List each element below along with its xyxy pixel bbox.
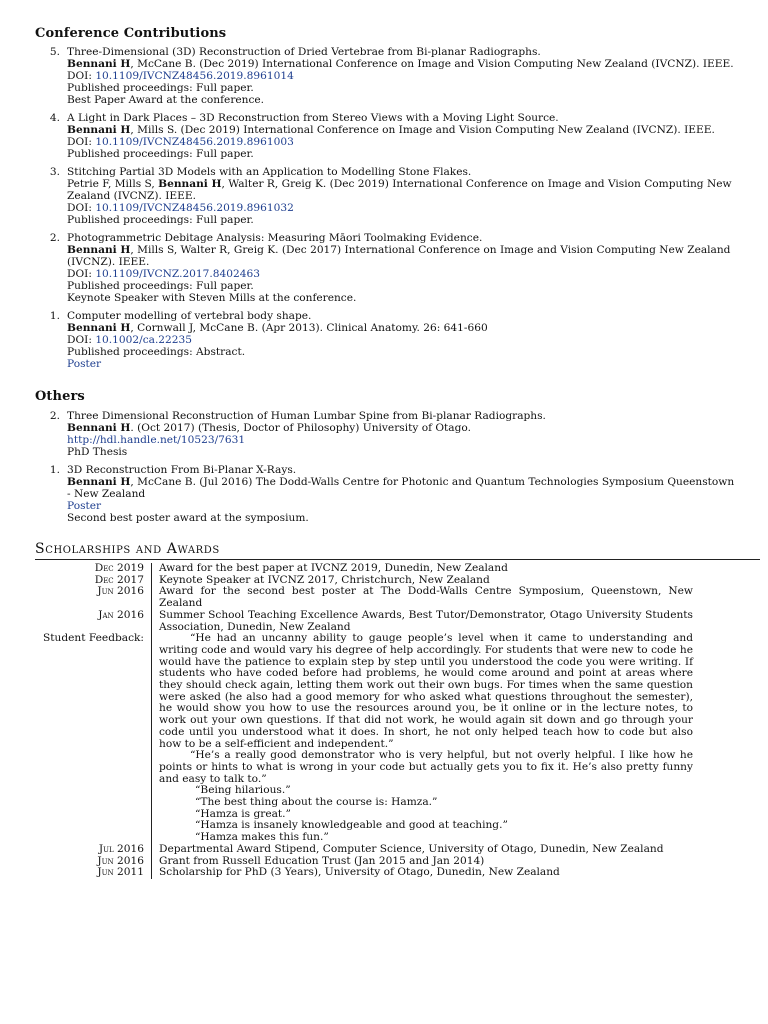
item-title: Three Dimensional Reconstruction of Human Lumbar Spine from Bi-planar Radiographs. xyxy=(67,410,546,422)
author-name: Bennani H xyxy=(67,322,131,334)
doi-link[interactable]: 10.1109/IVCNZ48456.2019.8961003 xyxy=(95,136,294,148)
item-title: Photogrammetric Debitage Analysis: Measuring Māori Toolmaking Evidence. xyxy=(67,232,483,244)
list-item xyxy=(40,166,740,226)
item-note: Published proceedings: Full paper. xyxy=(67,280,254,292)
item-venue: , McCane B. (Dec 2019) International Conference on Image and Vision Computing New Zealand (IVCNZ). IEEE. xyxy=(130,58,734,70)
others-list xyxy=(40,410,740,530)
author-name: Bennani H xyxy=(67,58,131,70)
award-row xyxy=(35,610,693,633)
item-number: 1. xyxy=(49,310,60,322)
feedback-paragraph: “He’s a really good demonstrator who is very helpful, but not overly helpful. I like how he points or hints to what is wrong in your code but actually gets you to fix it. He’s also pretty funny and easy to talk to.” xyxy=(159,749,693,785)
list-item xyxy=(40,232,740,304)
item-venue: . (Oct 2017) (Thesis, Doctor of Philosophy) University of Otago. xyxy=(130,422,471,434)
author-name: Bennani H xyxy=(67,124,131,136)
conference-contributions-heading: Conference Contributions xyxy=(35,26,227,41)
scholarships-heading: Scholarships and Awards xyxy=(35,541,220,557)
thesis-url-link[interactable]: http://hdl.handle.net/10523/7631 xyxy=(67,434,246,446)
doi-link[interactable]: 10.1109/IVCNZ48456.2019.8961014 xyxy=(95,70,294,82)
award-row xyxy=(35,563,693,575)
author-name: Bennani H xyxy=(67,476,131,488)
award-date: Jul 2016 xyxy=(98,842,144,855)
list-item xyxy=(40,464,740,524)
award-text: Departmental Award Stipend, Computer Science, University of Otago, Dunedin, New Zealand xyxy=(151,844,693,856)
author-name: Bennani H xyxy=(67,244,131,256)
item-title: Computer modelling of vertebral body shape. xyxy=(67,310,312,322)
item-doi-line xyxy=(67,202,740,214)
student-feedback-body xyxy=(151,633,693,844)
item-authors xyxy=(67,322,740,334)
award-date: Dec 2019 xyxy=(94,562,144,574)
item-note: Published proceedings: Full paper. xyxy=(67,214,254,226)
item-note: Keynote Speaker with Steven Mills at the conference. xyxy=(67,292,357,304)
author-name: Bennani H xyxy=(67,422,131,434)
list-item xyxy=(40,46,740,106)
feedback-quote: “Hamza makes this fun.” xyxy=(195,831,329,844)
list-item xyxy=(40,112,740,160)
award-date: Jun 2016 xyxy=(97,854,144,867)
item-note: PhD Thesis xyxy=(67,446,128,458)
item-venue: , Mills S, Walter R, Greig K. (Dec 2017) International Conference on Image and Vision Computing New Zealand (IVCNZ). IEEE. xyxy=(67,244,731,268)
list-item xyxy=(40,310,740,370)
item-note: Second best poster award at the symposium. xyxy=(67,512,309,524)
award-text: Award for the best paper at IVCNZ 2019, Dunedin, New Zealand xyxy=(151,563,693,575)
feedback-quote: “Hamza is insanely knowledgeable and good at teaching.” xyxy=(195,819,508,832)
item-number: 2. xyxy=(49,410,60,422)
item-authors xyxy=(67,58,740,70)
item-number: 3. xyxy=(49,166,60,178)
award-row xyxy=(35,586,693,609)
list-item xyxy=(40,410,740,458)
item-venue: , McCane B. (Jul 2016) The Dodd-Walls Centre for Photonic and Quantum Technologies Symposium Queenstown - New Zealand xyxy=(67,476,735,500)
item-note: Published proceedings: Abstract. xyxy=(67,346,246,358)
item-venue: , Mills S. (Dec 2019) International Conference on Image and Vision Computing New Zealand (IVCNZ). IEEE. xyxy=(130,124,715,136)
item-note: Best Paper Award at the conference. xyxy=(67,94,265,106)
item-doi-line xyxy=(67,268,740,280)
award-text: Summer School Teaching Excellence Awards, Best Tutor/Demonstrator, Otago University Students Association, Dunedin, New Zealand xyxy=(151,610,693,633)
doi-label: DOI: xyxy=(67,268,96,280)
item-doi-line xyxy=(67,334,740,346)
others-heading: Others xyxy=(35,389,85,404)
award-date: Jun 2011 xyxy=(97,866,144,879)
item-title: Three-Dimensional (3D) Reconstruction of Dried Vertebrae from Bi-planar Radiographs. xyxy=(67,46,541,58)
item-number: 5. xyxy=(49,46,60,58)
item-note: Published proceedings: Full paper. xyxy=(67,148,254,160)
doi-label: DOI: xyxy=(67,334,96,346)
item-authors xyxy=(67,476,740,500)
item-number: 1. xyxy=(49,464,60,476)
doi-link[interactable]: 10.1109/IVCNZ48456.2019.8961032 xyxy=(95,202,294,214)
poster-link[interactable]: Poster xyxy=(67,500,102,512)
item-venue: , Cornwall J, McCane B. (Apr 2013). Clinical Anatomy. 26: 641-660 xyxy=(130,322,488,334)
item-authors xyxy=(67,178,740,202)
author-name: Bennani H xyxy=(158,178,222,190)
item-number: 4. xyxy=(49,112,60,124)
doi-label: DOI: xyxy=(67,136,96,148)
poster-link[interactable]: Poster xyxy=(67,358,102,370)
item-authors xyxy=(67,244,740,268)
doi-label: DOI: xyxy=(67,202,96,214)
conference-list xyxy=(40,46,740,376)
feedback-quote: “Being hilarious.” xyxy=(195,784,291,797)
item-authors xyxy=(67,124,740,136)
student-feedback-label: Student Feedback: xyxy=(43,632,144,645)
item-note: Published proceedings: Full paper. xyxy=(67,82,254,94)
item-title: Stitching Partial 3D Models with an Application to Modelling Stone Flakes. xyxy=(67,166,472,178)
feedback-quote: “Hamza is great.” xyxy=(195,807,291,820)
item-authors xyxy=(67,422,740,434)
award-date: Jan 2016 xyxy=(98,608,144,621)
coauthors: Petrie F, Mills S, xyxy=(67,178,159,190)
doi-label: DOI: xyxy=(67,70,96,82)
item-title: 3D Reconstruction From Bi-Planar X-Rays. xyxy=(67,464,297,476)
awards-table xyxy=(35,563,693,879)
award-text: Keynote Speaker at IVCNZ 2017, Christchurch, New Zealand xyxy=(151,575,693,587)
student-feedback-row xyxy=(35,633,693,844)
item-doi-line xyxy=(67,136,740,148)
feedback-quote: “The best thing about the course is: Hamza.” xyxy=(195,796,438,809)
doi-link[interactable]: 10.1109/IVCNZ.2017.8402463 xyxy=(95,268,260,280)
item-number: 2. xyxy=(49,232,60,244)
item-doi-line xyxy=(67,70,740,82)
item-venue: , Walter R, Greig K. (Dec 2019) International Conference on Image and Vision Computing New Zealand (IVCNZ). IEEE. xyxy=(67,178,732,202)
section-divider xyxy=(35,559,760,560)
award-row xyxy=(35,844,693,856)
award-date: Jun 2016 xyxy=(97,585,144,598)
award-row xyxy=(35,867,693,879)
award-text: Scholarship for PhD (3 Years), University of Otago, Dunedin, New Zealand xyxy=(151,867,693,879)
doi-link[interactable]: 10.1002/ca.22235 xyxy=(95,334,193,346)
feedback-paragraph: “He had an uncanny ability to gauge people’s level when it came to understanding and writing code and would vary his degree of help accordingly. For students that were new to code he would have the patience to explain step by step until you understood the code you were writing. If students who have coded before had problems, he would come around and point at areas where they should check again, letting them work out their own bugs. For times when the same question were asked (he also had a good memory for who asked what questions throughout the semester), he would show you how to use the resources around you, be it online or in the lecture notes, to work out your own questions. If that did not work, he would again sit down and go through your code until you understood what it does. In short, he not only helped teach how to code but also how to be a self-efficient and independent.” xyxy=(159,632,693,750)
award-date: Dec 2017 xyxy=(94,573,144,586)
item-title: A Light in Dark Places – 3D Reconstruction from Stereo Views with a Moving Light Source. xyxy=(67,112,559,124)
award-text: Grant from Russell Education Trust (Jan 2015 and Jan 2014) xyxy=(151,856,693,868)
award-text: Award for the second best poster at The Dodd-Walls Centre Symposium, Queenstown, New Zealand xyxy=(151,586,693,609)
